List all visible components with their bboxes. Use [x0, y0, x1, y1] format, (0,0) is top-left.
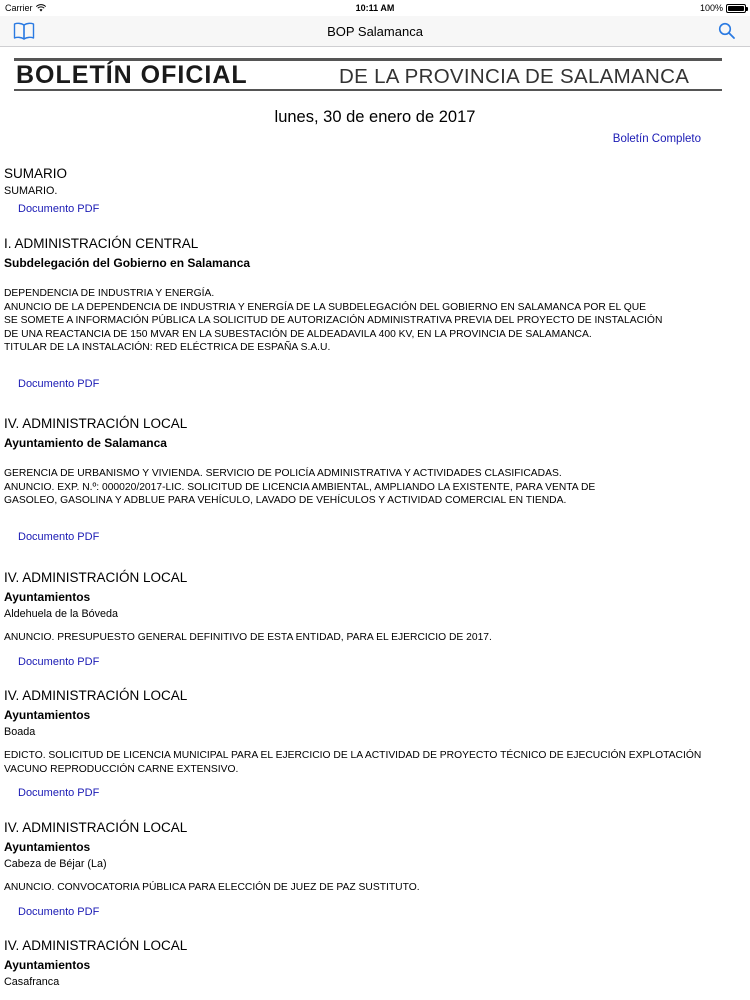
section-title: SUMARIO — [4, 166, 68, 181]
section-place: Aldehuela de la Bóveda — [4, 608, 119, 620]
section-item — [4, 415, 744, 569]
section-text: EDICTO. SOLICITUD DE LICENCIA MUNICIPAL PARA EL EJERCICIO DE LA ACTIVIDAD DE PROYECTO TÉCNICO DE EJECUCIÓN EXPLOTACIÓN VACUNO REPRODUCCIÓN CARNE EXTENSIVO. — [4, 750, 702, 775]
section-text: ANUNCIO. CONVOCATORIA PÚBLICA PARA ELECCIÓN DE JUEZ DE PAZ SUSTITUTO. — [4, 882, 420, 893]
section-place: Boada — [4, 726, 36, 738]
section-text: ANUNCIO. PRESUPUESTO GENERAL DEFINITIVO DE ESTA ENTIDAD, PARA EL EJERCICIO DE 2017. — [4, 632, 492, 643]
section-title: IV. ADMINISTRACIÓN LOCAL — [4, 688, 188, 703]
bulletin-content — [4, 165, 744, 997]
pdf-link[interactable]: Documento PDF — [18, 203, 100, 215]
section-sumario — [4, 165, 744, 235]
carrier-label: Carrier — [5, 3, 33, 13]
pdf-link[interactable]: Documento PDF — [18, 905, 100, 918]
section-subtitle: Ayuntamientos — [4, 840, 91, 854]
section-item — [4, 819, 744, 937]
bulletin-date: lunes, 30 de enero de 2017 — [274, 108, 476, 126]
section-item — [4, 569, 744, 687]
section-title: IV. ADMINISTRACIÓN LOCAL — [4, 416, 188, 431]
pdf-link[interactable]: Documento PDF — [18, 530, 100, 543]
section-subtitle: Ayuntamiento de Salamanca — [4, 436, 167, 450]
clock: 10:11 AM — [355, 3, 395, 13]
section-item — [4, 687, 744, 819]
battery-icon — [726, 4, 746, 13]
section-text: SUMARIO. — [4, 185, 58, 197]
banner-bottom-rule — [14, 89, 722, 91]
section-title: IV. ADMINISTRACIÓN LOCAL — [4, 820, 188, 835]
section-item — [4, 235, 744, 415]
full-bulletin-link[interactable]: Boletín Completo — [612, 133, 701, 145]
pdf-link[interactable]: Documento PDF — [18, 655, 100, 668]
banner-bold-text: BOLETÍN OFICIAL — [16, 61, 248, 89]
section-place: Cabeza de Béjar (La) — [4, 858, 107, 870]
section-subtitle: Ayuntamientos — [4, 708, 91, 722]
section-subtitle: Ayuntamientos — [4, 958, 91, 972]
search-icon[interactable] — [718, 22, 736, 40]
navigation-bar — [0, 16, 750, 47]
section-place: Casafranca — [4, 976, 60, 988]
bulletin-banner — [14, 58, 724, 93]
section-title: IV. ADMINISTRACIÓN LOCAL — [4, 570, 188, 585]
banner-light-text: DE LA PROVINCIA DE SALAMANCA — [339, 65, 690, 88]
section-title: I. ADMINISTRACIÓN CENTRAL — [4, 236, 199, 251]
nav-title: BOP Salamanca — [327, 24, 423, 39]
pdf-link[interactable]: Documento PDF — [18, 377, 100, 390]
section-text: DEPENDENCIA DE INDUSTRIA Y ENERGÍA. ANUNCIO DE LA DEPENDENCIA DE INDUSTRIA Y ENERGÍA DE LA SUBDELEGACIÓN DEL GOBIERNO EN SALAMANCA POR EL QUE SE SOMETE A INFORMACIÓN PÚBLICA LA SOLICITUD DE AUTORIZACIÓN ADMINISTRATIVA PREVIA DEL PROYECTO DE INSTALACIÓN DE UNA REACTANCIA DE 150 MVAR EN LA SUBESTACIÓN DE ALDEADAVILA 400 KV, EN LA PROVINCIA DE SALAMANCA. TITULAR DE LA INSTALACIÓN: RED ELÉCTRICA DE ESPAÑA S.A.U. — [4, 288, 663, 353]
status-bar — [0, 0, 750, 16]
battery-indicator — [700, 3, 746, 13]
section-subtitle: Subdelegación del Gobierno en Salamanca — [4, 256, 251, 270]
pdf-link[interactable]: Documento PDF — [18, 787, 100, 799]
section-text: GERENCIA DE URBANISMO Y VIVIENDA. SERVICIO DE POLICÍA ADMINISTRATIVA Y ACTIVIDADES CLASIFICADAS. ANUNCIO. EXP. N.º: 000020/2017-LIC. SOLICITUD DE LICENCIA AMBIENTAL, AMPLIANDO LA EXISTENTE, PARA VENTA DE GASOLEO, GASOLINA Y ADBLUE PARA VEHÍCULO, LAVADO DE VEHÍCULOS Y ACTIVIDAD COMERCIAL EN TIENDA. — [4, 468, 596, 506]
section-title: IV. ADMINISTRACIÓN LOCAL — [4, 938, 188, 953]
section-subtitle: Ayuntamientos — [4, 590, 91, 604]
section-item — [4, 937, 744, 997]
battery-percent: 100% — [699, 3, 723, 13]
